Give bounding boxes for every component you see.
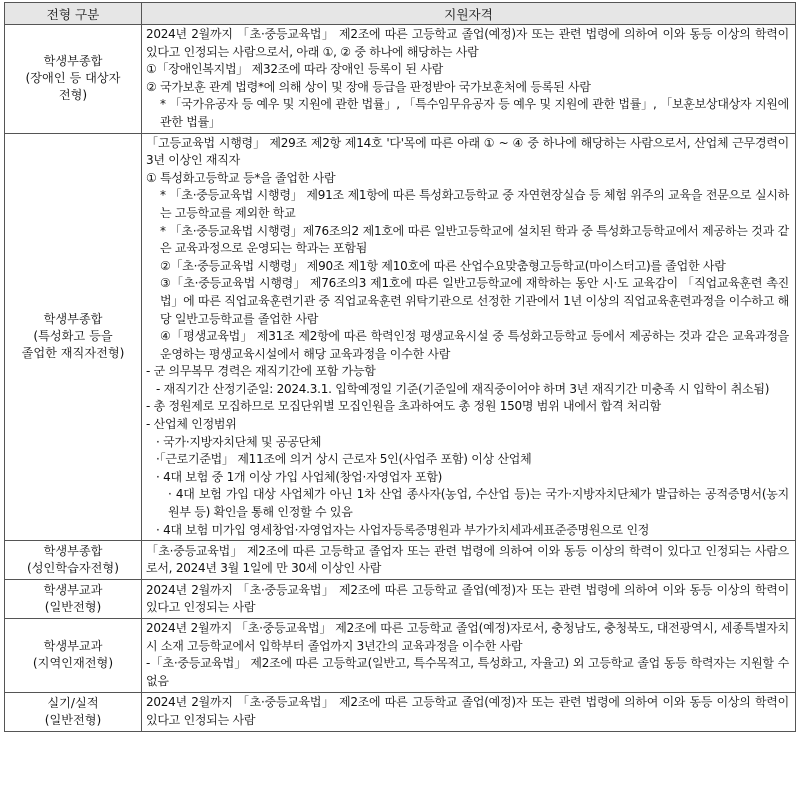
table-row [5, 133, 796, 541]
qualification-line: * 「국가유공자 등 예우 및 지원에 관한 법률」, 「특수임무유공자 등 예우 및 지원에 관한 법률」, 「보훈보상대상자 지원에 관한 법률」 [160, 97, 789, 129]
qualification-line: ·「근로기준법」 제11조에 의거 상시 근로자 5인(사업주 포함) 이상 산업체 [156, 452, 532, 467]
type-line: 졸업한 재직자전형) [21, 346, 125, 361]
admission-type-cell [5, 541, 142, 580]
qualification-line: 2024년 2월까지 「초·중등교육법」 제2조에 따른 고등학교 졸업(예정)자 또는 관련 법령에 의하여 이와 동등 이상의 학력이 있다고 인정되는 사람 [146, 695, 789, 727]
type-line: 학생부종합 [43, 312, 103, 327]
type-line: 학생부교과 [43, 639, 103, 654]
qualification-line: * 「초·중등교육법 시행령」 제91조 제1항에 따른 특성화고등학교 중 자연현장실습 등 체험 위주의 교육을 전문으로 실시하는 고등학교를 제외한 학교 [160, 188, 789, 220]
type-line: 실기/실적 [47, 695, 99, 710]
table-row [5, 580, 796, 619]
qualification-line: · 4대 보험 가입 대상 사업체가 아닌 1차 산업 종사자(농업, 수산업 등)는 국가·지방자치단체가 발급하는 공적증명서(농지원부 등) 확인을 통해 인정할 수 있음 [168, 487, 789, 520]
qualification-cell [142, 133, 796, 541]
qualification-line: ③「초·중등교육법 시행령」 제76조의3 제1호에 따른 일반고등학교에 재학하는 동안 시·도 교육감이 「직업교육훈련 촉진법」에 따른 직업교육훈련기관 중 직업교육훈련 위탁기관으로 선정한 기관에서 1년 이상의 직업교육훈련과정을 이수하고 해당 일반고등학교를 졸업한 사람 [160, 276, 790, 326]
type-line: 학생부교과 [43, 583, 103, 598]
header-type: 전형 구분 [5, 3, 142, 25]
qualification-line: 2024년 2월까지 「초·중등교육법」 제2조에 따른 고등학교 졸업(예정)자로서, 충청남도, 충청북도, 대전광역시, 세종특별자치시 소재 고등학교에서 입학부터 졸업까지 3년간의 교육과정을 이수한 사람 [146, 621, 789, 653]
table-row [5, 619, 796, 692]
qualification-line: · 4대 보험 미가입 영세창업·자영업자는 사업자등록증명원과 부가가치세과세표준증명원으로 인정 [156, 522, 650, 537]
header-qualification: 지원자격 [142, 3, 796, 25]
qualification-cell [142, 541, 796, 580]
qualification-cell [142, 692, 796, 731]
type-line: (장애인 등 대상자 [25, 71, 121, 86]
admission-type-cell [5, 619, 142, 692]
type-line: (성인학습자전형) [27, 561, 119, 576]
qualification-line: 「고등교육법 시행령」 제29조 제2항 제14호 '다'목에 따른 아래 ① ~ ④ 중 하나에 해당하는 사람으로서, 산업체 근무경력이 3년 이상인 재직자 [146, 135, 789, 168]
type-line: (특성화고 등을 [33, 329, 113, 344]
table-row [5, 692, 796, 731]
admission-type-cell [5, 25, 142, 134]
qualification-line: ②「초·중등교육법 시행령」 제90조 제1항 제10호에 따른 산업수요맞춤형고등학교(마이스터고)를 졸업한 사람 [160, 258, 726, 273]
qualification-line: - 산업체 인정범위 [146, 417, 237, 432]
type-line: (지역인재전형) [32, 656, 114, 671]
qualification-line: 「초·중등교육법」 제2조에 따른 고등학교 졸업자 또는 관련 법령에 의하여 이와 동등 이상의 학력이 있다고 인정되는 사람으로서, 2024년 3월 1일에 만 30세 이상인 사람 [146, 543, 789, 576]
qualification-line: ① 특성화고등학교 등*을 졸업한 사람 [146, 170, 336, 185]
qualification-line: - 총 정원제로 모집하므로 모집단위별 모집인원을 초과하여도 총 정원 150명 범위 내에서 합격 처리함 [146, 399, 661, 414]
qualification-line: 2024년 2월까지 「초·중등교육법」 제2조에 따른 고등학교 졸업(예정)자 또는 관련 법령에 의하여 이와 동등 이상의 학력이 있다고 인정되는 사람 [146, 582, 789, 615]
qualification-line: ④「평생교육법」 제31조 제2항에 따른 학력인정 평생교육시설 중 특성화고등학교 등에서 제공하는 것과 같은 교육과정을 운영하는 평생교육시설에서 해당 교육과정을 이수한 사람 [160, 329, 789, 361]
eligibility-table [4, 2, 796, 732]
qualification-line: * 「초·중등교육법 시행령」제76조의2 제1호에 따른 일반고등학교에 설치된 학과 중 특성화고등학교에서 제공하는 것과 같은 교육과정으로 운영되는 학과는 포함됨 [160, 223, 789, 256]
qualification-line: 2024년 2월까지 「초·중등교육법」 제2조에 따른 고등학교 졸업(예정)자 또는 관련 법령에 의하여 이와 동등 이상의 학력이 있다고 인정되는 사람으로서, 아래 ①, ② 중 하나에 해당하는 사람 [146, 27, 789, 59]
admission-type-cell [5, 580, 142, 619]
type-line: 학생부종합 [43, 54, 103, 69]
qualification-cell [142, 25, 796, 134]
qualification-line: ② 국가보훈 관계 법령*에 의해 상이 및 장애 등급을 판정받아 국가보훈처에 등록된 사람 [146, 79, 591, 94]
admission-type-cell [5, 692, 142, 731]
qualification-cell [142, 580, 796, 619]
qualification-line: - 재직기간 산정기준일: 2024.3.1. 입학예정일 기준(기준일에 재직중이어야 하며 3년 재직기간 미충족 시 입학이 취소됨) [156, 381, 770, 396]
qualification-line: - 군 의무복무 경력은 재직기간에 포함 가능함 [146, 364, 376, 379]
type-line: 학생부종합 [43, 544, 103, 559]
type-line: (일반전형) [44, 600, 102, 615]
table-header-row [5, 3, 796, 25]
type-line: 전형) [58, 88, 88, 103]
qualification-cell [142, 619, 796, 692]
qualification-line: -「초·중등교육법」 제2조에 따른 고등학교(일반고, 특수목적고, 특성화고, 자율고) 외 고등학교 졸업 동등 학력자는 지원할 수 없음 [146, 656, 789, 688]
table-row [5, 541, 796, 580]
qualification-line: · 국가·지방자치단체 및 공공단체 [156, 434, 322, 449]
admission-type-cell [5, 133, 142, 541]
type-line: (일반전형) [44, 712, 102, 727]
table-row [5, 25, 796, 134]
qualification-line: · 4대 보험 중 1개 이상 가입 사업체(창업·자영업자 포함) [156, 469, 443, 484]
qualification-line: ①「장애인복지법」 제32조에 따라 장애인 등록이 된 사람 [146, 62, 444, 77]
